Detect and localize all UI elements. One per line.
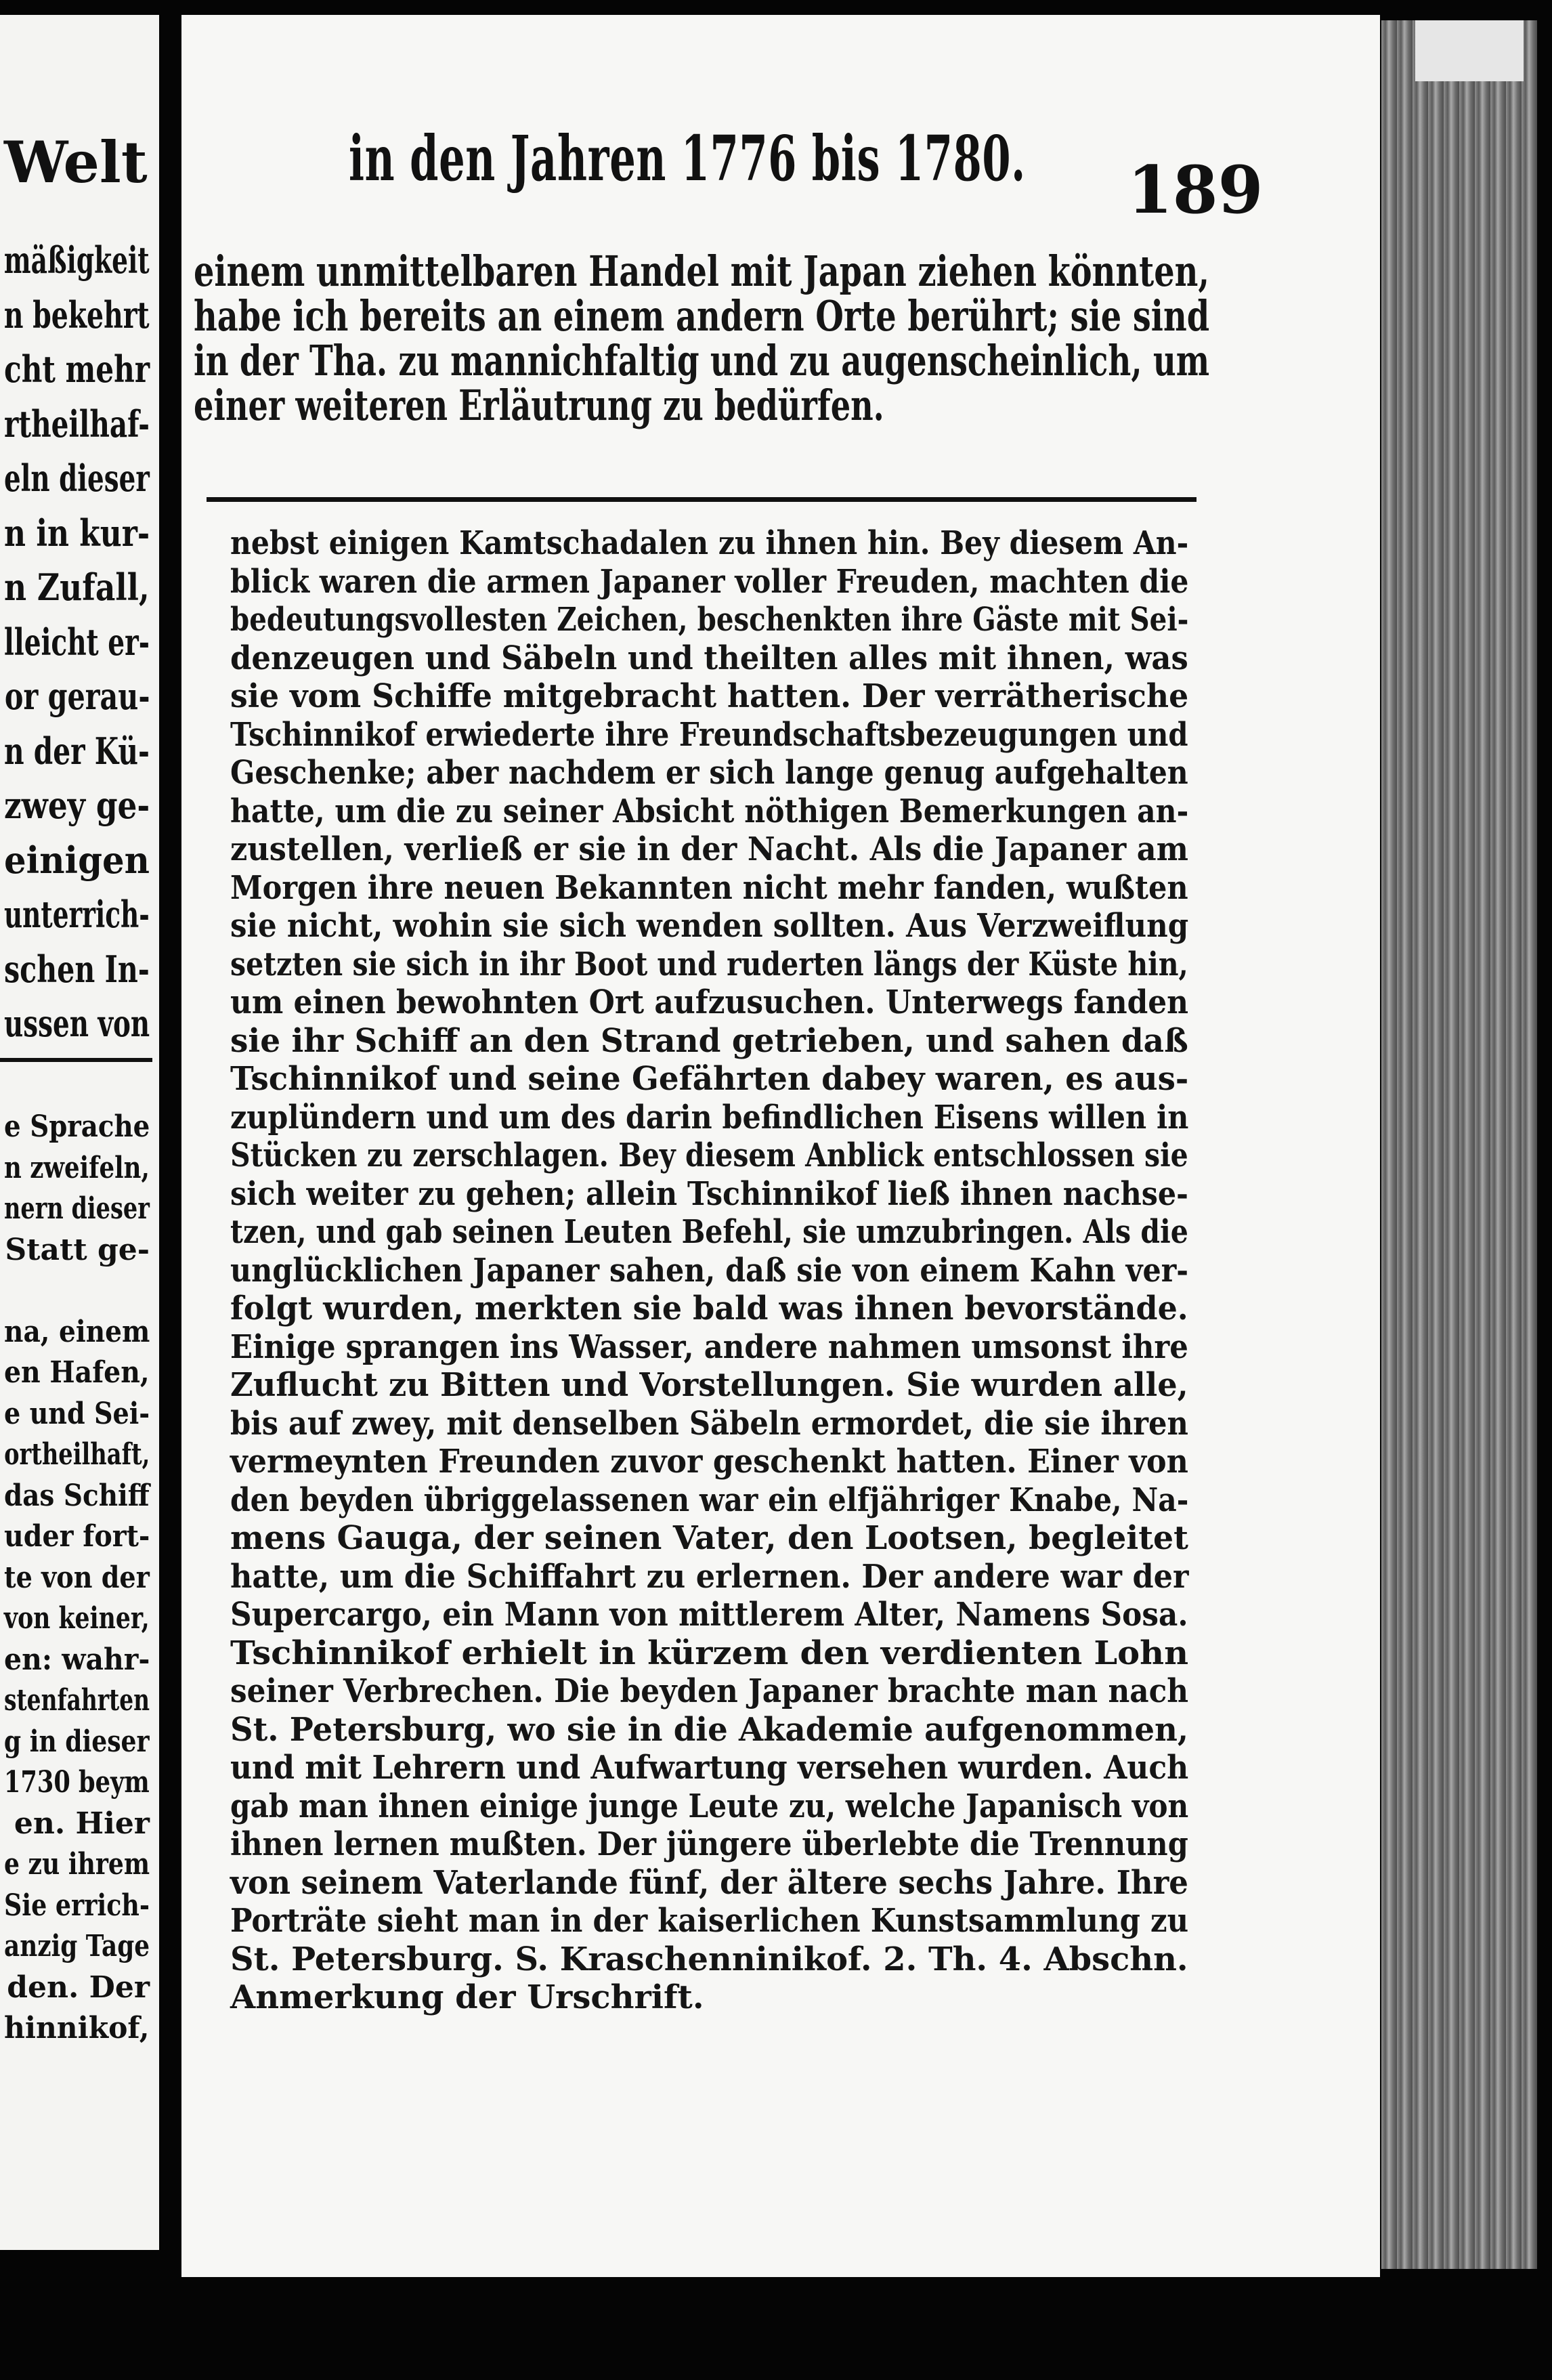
footnote-line: Stücken zu zerschlagen. Bey diesem Anblick entschlossen sie <box>230 1136 1188 1174</box>
footnote-line: hatte, um die zu seiner Absicht nöthigen Bemerkungen an- <box>230 792 1189 830</box>
footnote-line: Morgen ihre neuen Bekannten nicht mehr fanden, wußten <box>230 868 1188 907</box>
facing-page-footnote-rule <box>0 1058 152 1062</box>
facing-page-footnote-line: 1730 beym <box>4 1765 150 1800</box>
facing-page-footnote-line: Sie errich- <box>4 1888 150 1923</box>
facing-page-footnote-line: e und Sei- <box>3 1396 150 1431</box>
facing-page-line: n in kur- <box>3 511 150 555</box>
facing-page-footnote-line: en. Hier <box>14 1806 150 1841</box>
facing-page-line: ussen von <box>3 1002 150 1045</box>
footnote-line: sich weiter zu gehen; allein Tschinnikof ließ ihnen nachse- <box>230 1174 1188 1213</box>
facing-page-footnote-line: das Schiff <box>4 1478 150 1513</box>
footnote-line: sie ihr Schiff an den Strand getrieben, und sahen daß <box>230 1021 1188 1060</box>
facing-page-running-head: Welt <box>4 129 148 196</box>
facing-page-line: n bekehrt <box>4 293 150 337</box>
footnote-line: Tschinnikof und seine Gefährten dabey waren, es aus- <box>230 1060 1189 1098</box>
footnote-line: Porträte sieht man in der kaiserlichen Kunstsammlung zu <box>230 1902 1189 1940</box>
footnote-line: tzen, und gab seinen Leuten Befehl, sie umzubringen. Als die <box>230 1213 1188 1251</box>
footnote-line: Tschinnikof erhielt in kürzem den verdienten Lohn <box>230 1634 1189 1672</box>
footnote-line: Geschenke; aber nachdem er sich lange genug aufgehalten <box>230 754 1188 792</box>
footnote-line: Einige sprangen ins Wasser, andere nahmen umsonst ihre <box>230 1327 1188 1366</box>
facing-page-fragment <box>0 15 159 2250</box>
text-line: habe ich bereits an einem andern Orte berührt; sie sind <box>194 291 1210 341</box>
facing-page-footnote-line: e zu ihrem <box>3 1847 150 1882</box>
footnote-line: und mit Lehrern und Aufwartung versehen wurden. Auch <box>230 1749 1189 1787</box>
footnote-line: folgt wurden, merkten sie bald was ihnen bevorstände. <box>230 1290 1188 1327</box>
footnote-line: ihnen lernen mußten. Der jüngere überlebte die Trennung <box>230 1825 1188 1863</box>
footnote-line: St. Petersburg. S. Kraschenninikof. 2. Th. 4. Abschn. <box>230 1940 1188 1978</box>
footnote-line: um einen bewohnten Ort aufzusuchen. Unterwegs fanden <box>230 983 1189 1021</box>
footnote-line: setzten sie sich in ihr Boot und ruderten längs der Küste hin, <box>230 945 1188 983</box>
text-line: einer weiteren Erläutrung zu bedürfen. <box>194 381 884 430</box>
footnote-line: unglücklichen Japaner sahen, daß sie von einem Kahn ver- <box>230 1251 1189 1290</box>
footnote-line: bis auf zwey, mit denselben Säbeln ermordet, die sie ihren <box>230 1404 1188 1443</box>
facing-page-line: or gerau- <box>4 675 150 718</box>
footnote-line: sie vom Schiffe mitgebracht hatten. Der verrätherische <box>230 677 1189 715</box>
facing-page-line: eln dieser <box>4 456 150 500</box>
running-head: in den Jahren 1776 bis 1780. <box>349 122 1026 195</box>
footnote-line: zuplündern und um des darin befindlichen Eisens willen in <box>230 1098 1189 1136</box>
facing-page-footnote-line: en Hafen, <box>4 1355 150 1390</box>
footnote-line: seiner Verbrechen. Die beyden Japaner brachte man nach <box>230 1672 1189 1710</box>
facing-page-footnote-line: hinnikof, <box>4 2011 150 2045</box>
footnote-line: Zuflucht zu Bitten und Vorstellungen. Sie wurden alle, <box>230 1366 1188 1404</box>
footnote-line: St. Petersburg, wo sie in die Akademie aufgenommen, <box>230 1710 1189 1749</box>
page-edge-highlight <box>1415 20 1524 81</box>
page-stack-edge <box>1381 20 1537 2269</box>
footnote-line: Tschinnikof erwiederte ihre Freundschaftsbezeugungen und <box>230 715 1188 754</box>
facing-page-footnote-line: en: wahr- <box>3 1642 150 1677</box>
facing-page-footnote-line: stenfahrten <box>4 1683 150 1718</box>
facing-page-footnote-line: anzig Tage <box>3 1929 150 1963</box>
footnote-line: Anmerkung der Urschrift. <box>230 1978 704 2016</box>
facing-page-footnote-line: g in dieser <box>4 1724 150 1759</box>
facing-page-footnote-line: te von der <box>4 1560 150 1595</box>
facing-page-line: unterrich- <box>4 893 150 936</box>
text-line: in der Tha. zu mannichfaltig und zu augenscheinlich, um <box>194 336 1210 385</box>
facing-page-footnote-line: nern dieser <box>4 1191 150 1226</box>
footnote-line: den beyden übriggelassenen war ein elfjähriger Knabe, Na- <box>230 1481 1189 1519</box>
page-number: 189 <box>1127 152 1264 228</box>
footnote-separator-rule <box>207 497 1197 502</box>
facing-page-line: schen In- <box>4 947 150 991</box>
footnote-line: zustellen, verließ er sie in der Nacht. Als die Japaner am <box>230 830 1188 868</box>
footnote-line: gab man ihnen einige junge Leute zu, welche Japanisch von <box>230 1787 1189 1825</box>
footnote-line: blick waren die armen Japaner voller Freuden, machten die <box>230 562 1189 601</box>
facing-page-footnote-line: den. Der <box>7 1970 150 2005</box>
facing-page-footnote-line: Statt ge- <box>5 1232 150 1267</box>
facing-page-footnote-line: n zweifeln, <box>4 1150 150 1185</box>
footnote-line: vermeynten Freunden zuvor geschenkt hatten. Einer von <box>230 1443 1188 1481</box>
facing-page-line: n der Kü- <box>4 729 150 773</box>
facing-page-line: mäßigkeit <box>4 238 150 282</box>
footnote-line: sie nicht, wohin sie sich wenden sollten. Aus Verzweiflung <box>230 907 1189 945</box>
facing-page-line: rtheilhaf- <box>3 402 150 446</box>
facing-page-line: lleicht er- <box>4 620 150 664</box>
footnote-line: von seinem Vaterlande fünf, der ältere sechs Jahre. Ihre <box>230 1863 1188 1902</box>
facing-page-footnote-line: uder fort- <box>3 1519 150 1554</box>
footnote-line: mens Gauga, der seinen Vater, den Lootsen, begleitet <box>230 1519 1188 1557</box>
facing-page-line: zwey ge- <box>3 784 150 827</box>
facing-page-footnote-line: e Sprache <box>3 1109 150 1144</box>
footnote-line: denzeugen und Säbeln und theilten alles mit ihnen, was <box>230 639 1188 677</box>
facing-page-line: einigen <box>3 838 150 882</box>
text-line: einem unmittelbaren Handel mit Japan ziehen könnten, <box>194 247 1210 296</box>
footnote-line: bedeutungsvollesten Zeichen, beschenkten ihre Gäste mit Sei- <box>230 601 1189 639</box>
footnote-line: nebst einigen Kamtschadalen zu ihnen hin. Bey diesem An- <box>230 524 1189 562</box>
facing-page-line: cht mehr <box>3 347 150 391</box>
facing-page-footnote-line: ortheilhaft, <box>3 1437 150 1472</box>
facing-page-footnote-line: na, einem <box>3 1314 150 1349</box>
facing-page-footnote-line: von keiner, <box>4 1601 150 1636</box>
footnote-line: Supercargo, ein Mann von mittlerem Alter, Namens Sosa. <box>230 1596 1188 1634</box>
footnote-line: hatte, um die Schiffahrt zu erlernen. Der andere war der <box>230 1557 1189 1596</box>
facing-page-line: n Zufall, <box>4 566 150 609</box>
